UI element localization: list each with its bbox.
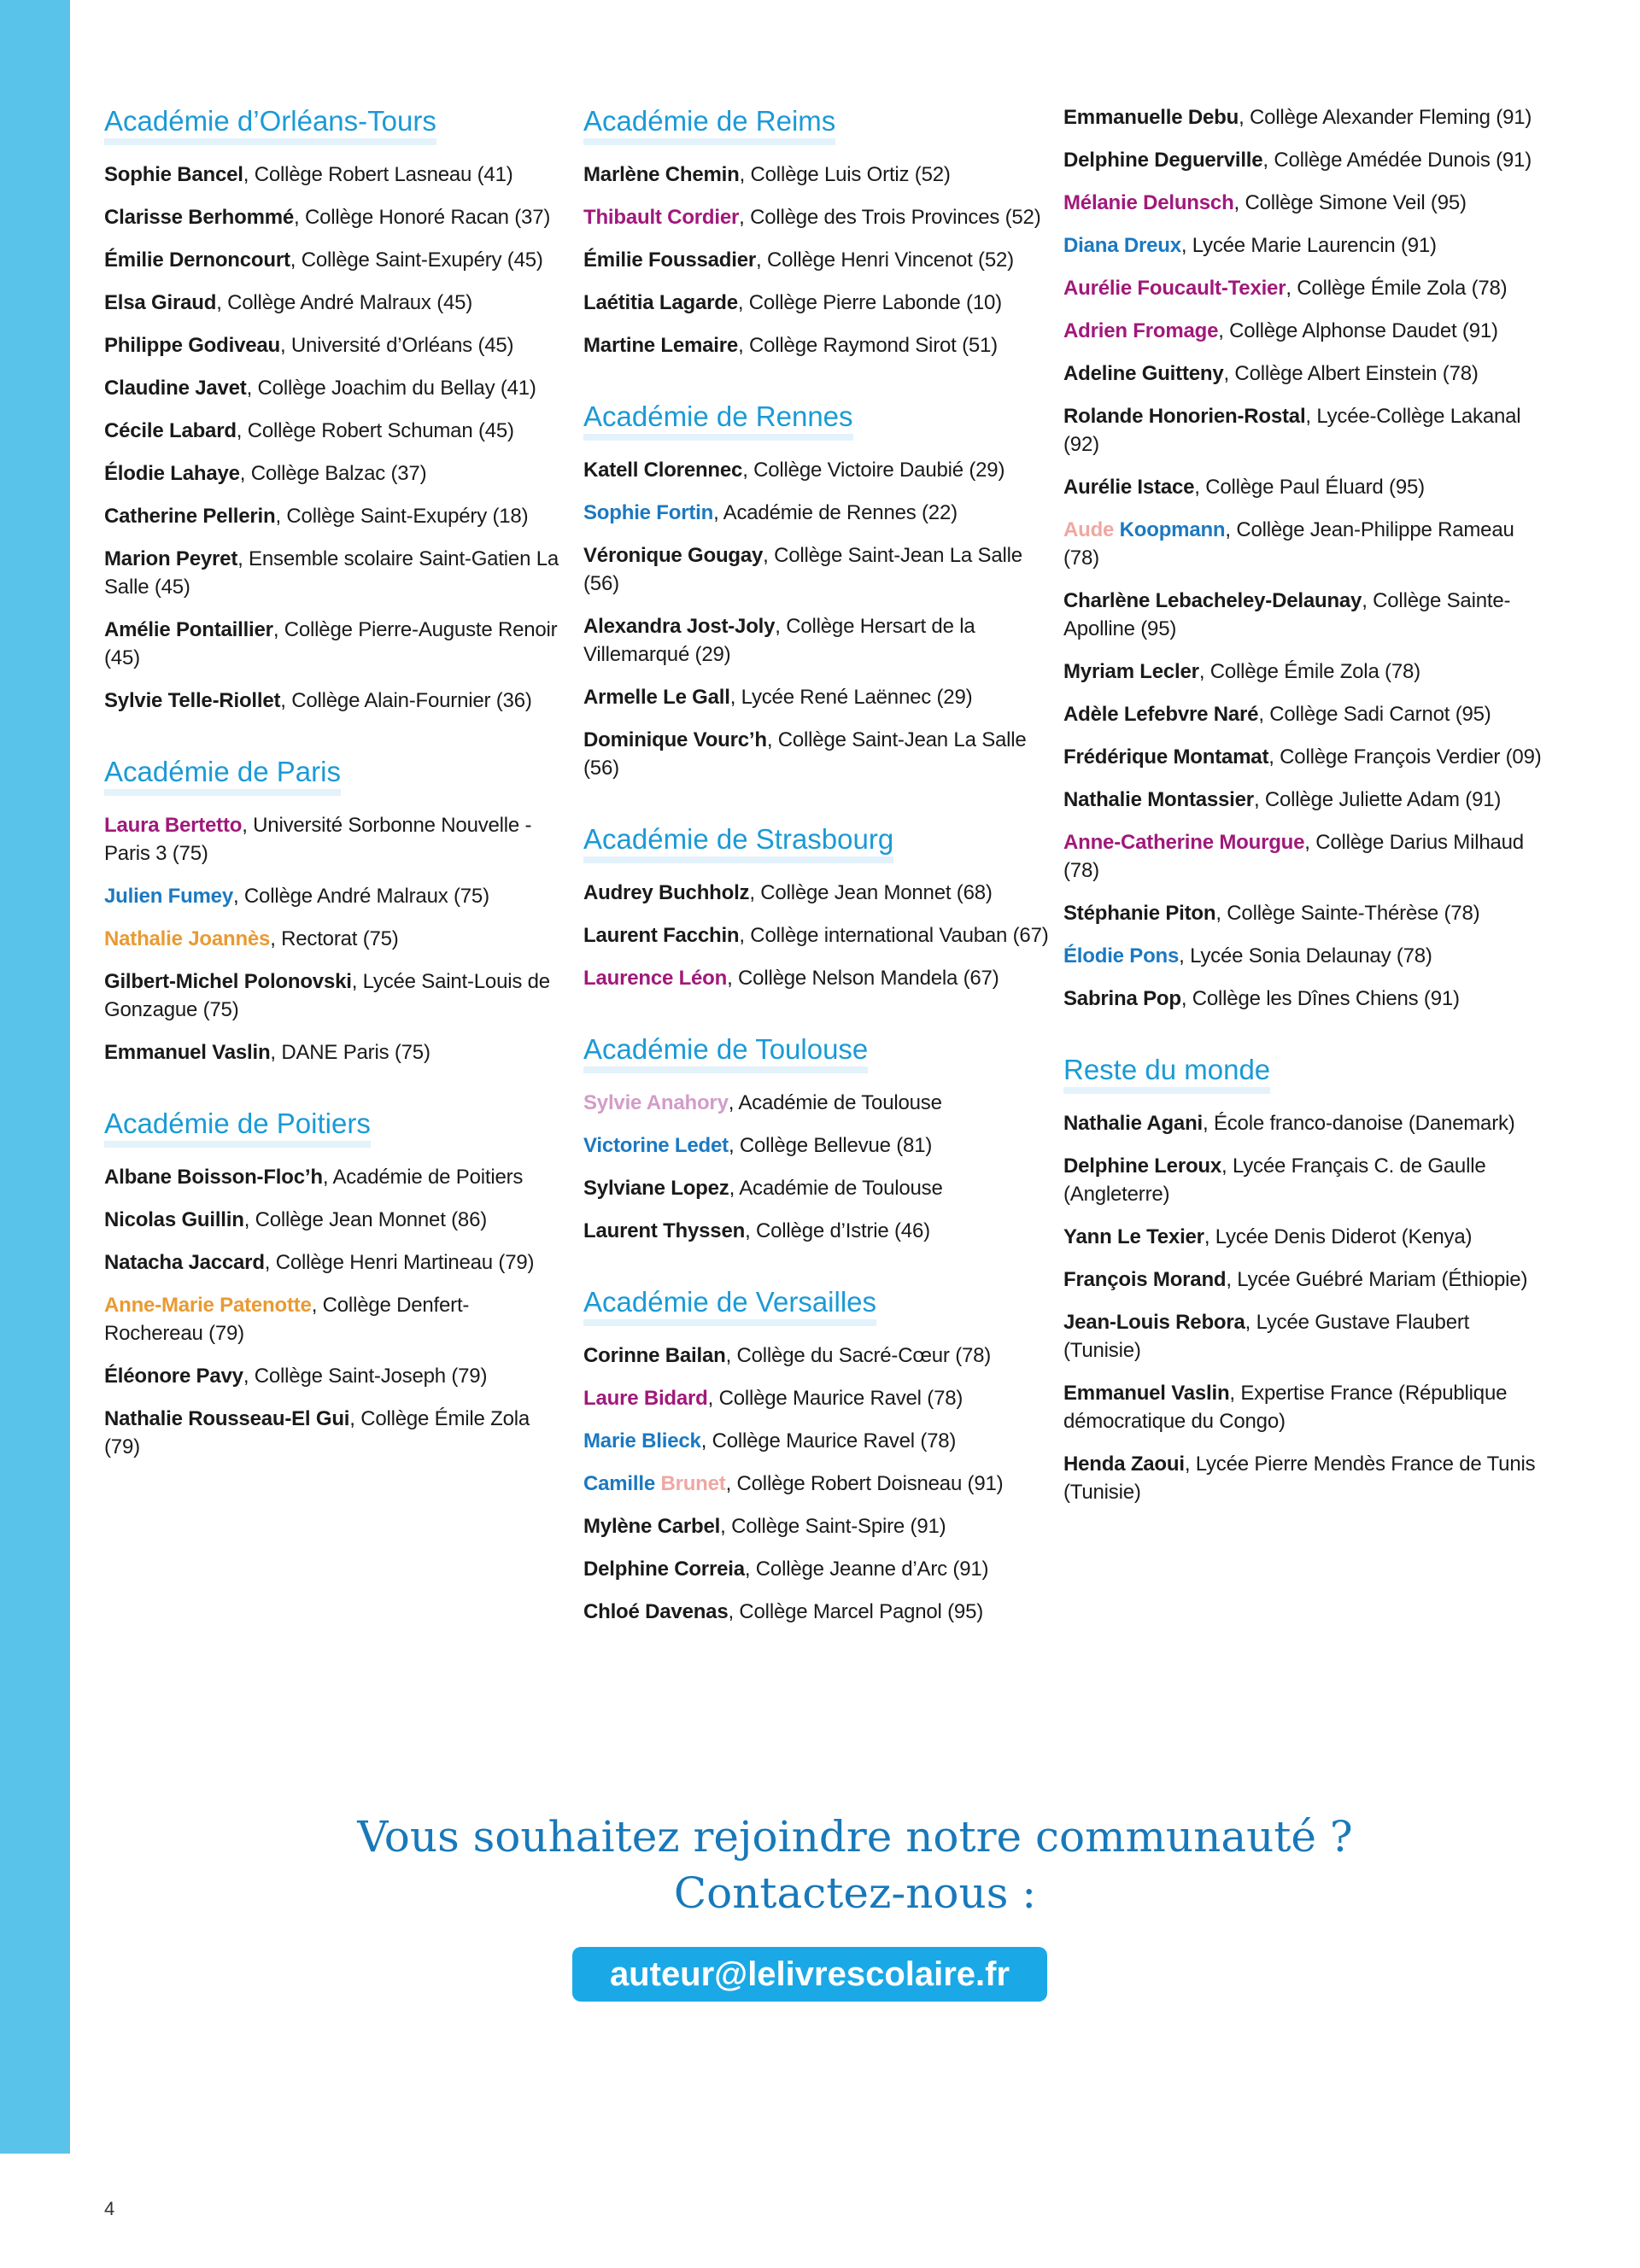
person-name: Laétitia Lagarde [583,291,738,314]
list-item [583,1217,1049,1245]
list-item [104,246,565,274]
person-detail: , Collège Alain-Fournier (36) [280,689,532,712]
person-detail: , Lycée-Collège Lakanal (92) [1063,405,1521,456]
person-name: Laura Bertetto [104,814,243,837]
list-item [104,925,565,953]
list-item [104,502,565,530]
person-detail: , Collège Victoire Daubié (29) [742,459,1005,482]
list-item [583,289,1049,317]
person-name: Charlène Lebacheley-Delaunay [1063,589,1362,612]
person-detail: , Collège d’Istrie (46) [745,1219,930,1242]
list-item [104,882,565,910]
list-item [1063,473,1542,501]
person-detail: , Collège Robert Schuman (45) [236,419,514,442]
person-name: Jean-Louis Rebora [1063,1311,1245,1334]
person-name: Armelle Le Gall [583,686,730,709]
person-name: Stéphanie Piton [1063,902,1216,925]
list-item [1063,231,1542,260]
list-item [1063,1450,1542,1506]
person-detail: , Collège Bellevue (81) [728,1134,933,1157]
person-name: Henda Zaoui [1063,1453,1185,1476]
section-title: Académie de Rennes [583,400,853,441]
person-name: Anne-Marie Patenotte [104,1294,312,1317]
person-detail: , Lycée Marie Laurencin (91) [1180,234,1437,257]
person-name: Frédérique Montamat [1063,745,1269,769]
person-detail: , Collège Juliette Adam (91) [1253,788,1502,811]
person-detail: , Collège Paul Éluard (95) [1194,476,1425,499]
person-detail: , Collège Simone Veil (95) [1233,191,1467,214]
person-detail: , Collège Émile Zola (79) [104,1407,530,1458]
person-name: François Morand [1063,1268,1227,1291]
person-name: Nathalie Rousseau-El Gui [104,1407,350,1430]
list-item [583,1512,1049,1540]
person-name: Claudine Javet [104,377,247,400]
list-item [583,1342,1049,1370]
column-2 [583,0,1049,1640]
entry-list [104,161,565,715]
list-item [1063,658,1542,686]
person-detail: , Collège des Trois Provinces (52) [739,206,1041,229]
person-name: Philippe Godiveau [104,334,280,357]
list-item [583,683,1049,711]
list-item [583,1427,1049,1455]
list-item [1063,402,1542,459]
list-item [583,161,1049,189]
person-name: Thibault Cordier [583,206,740,229]
list-item [583,921,1049,950]
person-detail: , Collège Hersart de la Villemarqué (29) [583,615,975,666]
person-detail: , Lycée Français C. de Gaulle (Angleterre) [1063,1154,1486,1206]
section-poitiers [104,1107,565,1461]
person-detail: , Collège Sainte-Apolline (95) [1063,589,1511,640]
section-versailles-continued [1063,103,1542,1013]
section-versailles [583,1285,1049,1626]
list-item [583,964,1049,992]
person-detail: , Collège Robert Doisneau (91) [725,1472,1004,1495]
person-name: Martine Lemaire [583,334,739,357]
person-name: Elsa Giraud [104,291,217,314]
section-title: Académie d’Orléans-Tours [104,104,436,145]
list-item [583,1470,1049,1498]
list-item [104,1163,565,1191]
person-name: Laure Bidard [583,1387,708,1410]
list-item [1063,1152,1542,1208]
person-name: Delphine Leroux [1063,1154,1222,1178]
person-name: Catherine Pellerin [104,505,276,528]
person-name: Laurence Léon [583,967,728,990]
person-name: Aurélie Foucault-Texier [1063,277,1286,300]
person-name: Delphine Deguerville [1063,149,1263,172]
list-item [104,1206,565,1234]
person-name: Yann Le Texier [1063,1225,1204,1248]
person-detail: , Collège du Sacré-Cœur (78) [725,1344,992,1367]
person-name: Laurent Facchin [583,924,740,947]
person-name: Sabrina Pop [1063,987,1181,1010]
section-title: Académie de Paris [104,755,341,796]
list-item [104,289,565,317]
person-name: Victorine Ledet [583,1134,729,1157]
list-item [1063,828,1542,885]
person-name: Cécile Labard [104,419,237,442]
person-detail: , Collège Jeanne d’Arc (91) [744,1558,989,1581]
list-item [583,246,1049,274]
person-detail: , Collège Pierre Labonde (10) [737,291,1002,314]
person-detail: , Collège Émile Zola (78) [1198,660,1420,683]
person-detail: , Collège Saint-Spire (91) [720,1515,946,1538]
person-name: Adèle Lefebvre Naré [1063,703,1259,726]
person-name: Dominique Vourc’h [583,728,767,751]
list-item [1063,274,1542,302]
cta-subheading: Contactez-nous : [673,1868,1037,1918]
person-detail: , Collège Saint-Jean La Salle (56) [583,728,1027,780]
person-detail: , Collège André Malraux (45) [216,291,473,314]
person-name: Katell Clorennec [583,459,743,482]
list-item [104,417,565,445]
person-detail: , Collège Émile Zola (78) [1286,277,1508,300]
person-name: Gilbert-Michel Polonovski [104,970,352,993]
list-item [583,1598,1049,1626]
person-detail: , Collège Joachim du Bellay (41) [246,377,536,400]
person-detail: , Collège Sadi Carnot (95) [1258,703,1491,726]
person-name: Sylvie Anahory [583,1091,729,1114]
person-name: Nathalie Montassier [1063,788,1254,811]
person-name: Natacha Jaccard [104,1251,265,1274]
list-item [104,616,565,672]
person-name: Marion Peyret [104,547,238,570]
cta-heading: Vous souhaitez rejoindre notre communauté ? [357,1812,1353,1862]
list-item [583,879,1049,907]
list-item [104,1405,565,1461]
section-title: Académie de Poitiers [104,1107,371,1148]
list-item [1063,786,1542,814]
section-orleans [104,104,565,715]
column-1 [104,0,565,1476]
person-detail: , Collège André Malraux (75) [232,885,489,908]
person-detail: , Collège Alexander Fleming (91) [1239,106,1532,129]
person-detail: , Collège Darius Milhaud (78) [1063,831,1524,882]
person-detail: , Collège Robert Lasneau (41) [243,163,513,186]
list-item [104,1038,565,1067]
person-first-name: Aude [1063,518,1115,541]
list-item [1063,317,1542,345]
list-item [1063,1379,1542,1435]
list-item [1063,146,1542,174]
person-name: Clarisse Berhommé [104,206,295,229]
list-item [1063,985,1542,1013]
person-name: Myriam Lecler [1063,660,1199,683]
list-item [1063,587,1542,643]
list-item [1063,899,1542,927]
person-detail: , Lycée René Laënnec (29) [729,686,973,709]
person-name: Sylvie Telle-Riollet [104,689,281,712]
person-detail: , Collège Balzac (37) [239,462,427,485]
person-name: Élodie Pons [1063,944,1180,967]
section-strasbourg [583,822,1049,992]
list-item [583,541,1049,598]
person-first-name: Camille [583,1472,655,1495]
person-detail: , Collège Albert Einstein (78) [1223,362,1479,385]
list-item [104,459,565,488]
person-name: Adeline Guitteny [1063,362,1224,385]
list-item [1063,189,1542,217]
contact-email-link[interactable]: auteur@lelivrescolaire.fr [572,1947,1047,2002]
person-detail: , Collège Saint-Exupéry (45) [290,248,543,272]
person-name: Emmanuelle Debu [1063,106,1239,129]
list-item [583,1555,1049,1583]
list-item [104,331,565,359]
person-name: Sophie Fortin [583,501,714,524]
list-item [583,1174,1049,1202]
person-detail: , Rectorat (75) [270,927,399,950]
person-name: Marie Blieck [583,1429,701,1453]
list-item [583,331,1049,359]
person-last-name: Brunet [660,1472,726,1495]
section-title: Reste du monde [1063,1053,1270,1094]
person-name: Rolande Honorien-Rostal [1063,405,1306,428]
person-name: Chloé Davenas [583,1600,729,1623]
person-last-name: Koopmann [1119,518,1226,541]
list-item [104,1248,565,1277]
person-detail: , DANE Paris (75) [270,1041,430,1064]
person-detail: , Collège Maurice Ravel (78) [707,1387,964,1410]
person-detail: , Collège Jean Monnet (68) [749,881,993,904]
person-detail: , Collège Saint-Joseph (79) [243,1365,488,1388]
person-detail: , Ensemble scolaire Saint-Gatien La Salle (45) [104,547,559,599]
list-item [104,1362,565,1390]
person-detail: , Collège Jean-Philippe Rameau (78) [1063,518,1514,570]
person-detail: , Collège les Dînes Chiens (91) [1180,987,1460,1010]
person-detail: , Lycée Pierre Mendès France de Tunis (Tunisie) [1063,1453,1536,1504]
list-item [583,726,1049,782]
person-detail: , Académie de Poitiers [322,1166,524,1189]
person-name: Amélie Pontaillier [104,618,273,641]
person-name: Diana Dreux [1063,234,1181,257]
person-name: Julien Fumey [104,885,233,908]
list-item [1063,359,1542,388]
person-name: Nathalie Joannès [104,927,271,950]
list-item [104,203,565,231]
person-detail: , Collège Alphonse Daudet (91) [1218,319,1498,342]
person-name: Éléonore Pavy [104,1365,243,1388]
list-item [1063,516,1542,572]
person-detail: , Collège Denfert-Rochereau (79) [104,1294,470,1345]
person-name: Albane Boisson-Floc’h [104,1166,323,1189]
person-detail: , Collège Raymond Sirot (51) [738,334,998,357]
person-detail: , Lycée Sonia Delaunay (78) [1179,944,1432,967]
person-name: Nicolas Guillin [104,1208,244,1231]
page-number: 4 [104,2198,115,2219]
person-detail: , Collège Maurice Ravel (78) [700,1429,957,1453]
person-detail: , Lycée Gustave Flaubert (Tunisie) [1063,1311,1470,1362]
person-detail: , Collège Honoré Racan (37) [294,206,551,229]
list-item [1063,743,1542,771]
list-item [583,456,1049,484]
person-detail: , Collège Henri Martineau (79) [264,1251,535,1274]
list-item [104,374,565,402]
person-detail: , Lycée Guébré Mariam (Éthiopie) [1226,1268,1528,1291]
person-detail: , Collège Jean Monnet (86) [243,1208,488,1231]
person-detail: , Lycée Denis Diderot (Kenya) [1204,1225,1473,1248]
list-item [104,811,565,868]
list-item [583,499,1049,527]
person-detail: , Collège Marcel Pagnol (95) [728,1600,984,1623]
person-detail: , Collège François Verdier (09) [1268,745,1542,769]
person-detail: , Collège Nelson Mandela (67) [727,967,999,990]
person-name: Delphine Correia [583,1558,745,1581]
column-3 [1063,0,1542,1521]
section-title: Académie de Versailles [583,1285,876,1326]
section-title: Académie de Reims [583,104,835,145]
list-item [583,1131,1049,1160]
section-title: Académie de Toulouse [583,1032,868,1073]
list-item [1063,1308,1542,1365]
list-item [104,967,565,1024]
list-item [583,203,1049,231]
list-item [1063,942,1542,970]
person-name: Sophie Bancel [104,163,243,186]
list-item [1063,1266,1542,1294]
person-name: Adrien Fromage [1063,319,1219,342]
list-item [104,1291,565,1347]
person-detail: , Collège Henri Vincenot (52) [756,248,1014,272]
person-name: Élodie Lahaye [104,462,240,485]
person-detail: , Université d’Orléans (45) [279,334,514,357]
person-name: Alexandra Jost-Joly [583,615,776,638]
list-item [1063,700,1542,728]
person-name: Audrey Buchholz [583,881,750,904]
section-title: Académie de Strasbourg [583,822,893,863]
person-name: Emmanuel Vaslin [104,1041,271,1064]
person-detail: , Académie de Rennes (22) [713,501,958,524]
person-detail: , Académie de Toulouse [729,1177,943,1200]
section-world [1063,1053,1542,1506]
person-detail: , Collège Saint-Jean La Salle (56) [583,544,1022,595]
person-detail: , Expertise France (République démocratique du Congo) [1063,1382,1508,1433]
person-detail: , Lycée Saint-Louis de Gonzague (75) [104,970,550,1021]
section-toulouse [583,1032,1049,1245]
person-detail: , Académie de Toulouse [728,1091,942,1114]
person-detail: , Collège Pierre-Auguste Renoir (45) [104,618,558,669]
person-name: Mélanie Delunsch [1063,191,1234,214]
section-paris [104,755,565,1067]
person-detail: , Collège international Vauban (67) [739,924,1049,947]
person-detail: , Collège Saint-Exupéry (18) [275,505,529,528]
cta-block [70,1809,1640,1921]
section-reims [583,104,1049,359]
person-name: Nathalie Agani [1063,1112,1204,1135]
list-item [583,1384,1049,1412]
list-item [1063,103,1542,132]
list-item [1063,1223,1542,1251]
person-name: Marlène Chemin [583,163,740,186]
section-rennes [583,400,1049,782]
person-name: Véronique Gougay [583,544,764,567]
person-detail: , École franco-danoise (Danemark) [1203,1112,1515,1135]
list-item [104,545,565,601]
person-name: Emmanuel Vaslin [1063,1382,1230,1405]
person-name: Corinne Bailan [583,1344,726,1367]
list-item [583,612,1049,669]
person-detail: , Collège Sainte-Thérèse (78) [1215,902,1480,925]
list-item [104,687,565,715]
list-item [104,161,565,189]
person-name: Émilie Foussadier [583,248,757,272]
person-name: Émilie Dernoncourt [104,248,290,272]
person-name: Aurélie Istace [1063,476,1195,499]
person-name: Anne-Catherine Mourgue [1063,831,1305,854]
person-detail: , Collège Luis Ortiz (52) [739,163,951,186]
person-name: Laurent Thyssen [583,1219,746,1242]
person-name: Sylviane Lopez [583,1177,729,1200]
list-item [583,1089,1049,1117]
person-detail: , Collège Amédée Dunois (91) [1262,149,1532,172]
person-name: Mylène Carbel [583,1515,721,1538]
list-item [1063,1109,1542,1137]
person-detail: , Université Sorbonne Nouvelle - Paris 3 (75) [104,814,532,865]
